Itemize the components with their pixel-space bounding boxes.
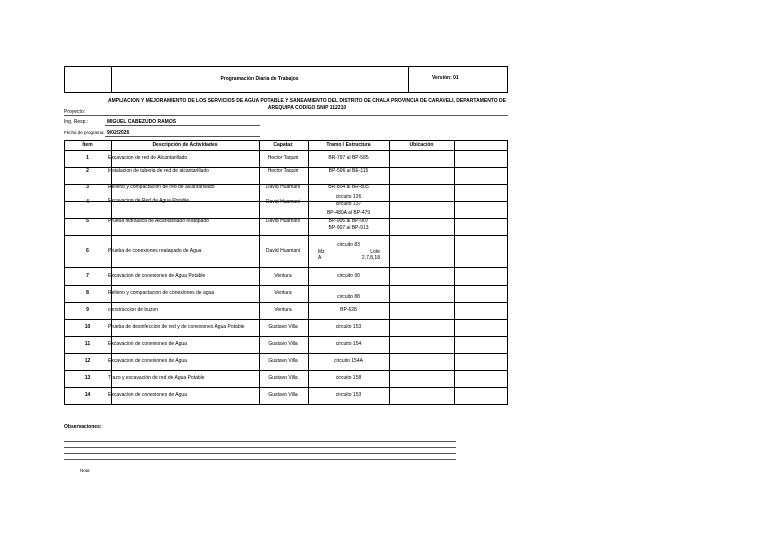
row-tramo: circuito 153 — [335, 392, 362, 398]
row-capataz: Hector Taquiri — [267, 155, 299, 161]
row-desc: Prueba de desinfeccion de red y de conexiones Agua Potable — [108, 324, 245, 330]
row-item: 8 — [86, 290, 89, 296]
project-label: Proyecto: — [64, 109, 86, 115]
row-desc: Relleno y compactacion de red de alcantarillado — [108, 184, 215, 190]
row-tramo: circuito 154A — [334, 358, 363, 364]
row-capataz: David Huamani — [265, 199, 301, 205]
observaciones-line — [64, 453, 456, 454]
row-capataz: David Huamani — [265, 184, 301, 190]
row-item: 6 — [86, 248, 89, 254]
nota-label: Nota — [80, 468, 90, 473]
row-desc: Prueba hidraulica de Alcantarillado reatapado — [108, 218, 209, 224]
resp-name: MIGUEL CABEZUDO RAMOS — [107, 119, 177, 125]
fecha-value: 9/02/2026 — [107, 130, 130, 136]
frame-left — [64, 66, 65, 92]
row-item: 3 — [86, 184, 89, 190]
row-desc: Excavacion de Red de Agua Potable — [108, 198, 190, 204]
row-desc: Excavacion de red de Alcantarillado — [108, 155, 188, 161]
col-header-tramo: Tramo / Estructura — [326, 142, 371, 148]
row-tramo: circuito 137 — [335, 201, 362, 207]
project-underline — [64, 115, 508, 116]
fecha-label: Fecha de programa: — [64, 130, 105, 135]
row-capataz: Ventura — [274, 290, 292, 296]
resp-label: Ing. Resp.: — [64, 119, 89, 125]
row-item: 12 — [84, 358, 91, 364]
page-title: Programación Diaria de Trabajos — [220, 76, 299, 82]
row-desc: Excavacion de conexiones de Agua — [108, 341, 187, 347]
observaciones-line — [64, 447, 456, 448]
row-item: 9 — [86, 307, 89, 313]
tramo-lote: Lote — [370, 249, 380, 255]
row-capataz: Gustavo Villa — [268, 392, 298, 398]
row-desc: construccion de buzon — [108, 307, 159, 313]
version-label: Versión: 01 — [432, 75, 459, 81]
project-name: AMPLIACION Y MEJORAMIENTO DE LOS SERVICIOS DE AGUA POTABLE Y SANEAMIENTO DEL DISTRITO DE CHALA PROVINCIA DE CARAVELI, DEPARTAMENTO DE AREQUIPA CODIGO SNIP 112210 — [107, 98, 506, 111]
row-item: 2 — [86, 168, 89, 174]
header-version-divider — [408, 66, 409, 92]
col-header-desc: Descripción de Actividades — [152, 142, 218, 148]
row-capataz: Ventura — [274, 307, 292, 313]
row-tramo: BP-628 — [340, 307, 357, 313]
row-capataz: Gustavo Villa — [268, 324, 298, 330]
row-tramo: BR-804 al BR-805 — [328, 184, 369, 190]
row-desc: Excavacion de conexiones de Agua Potable — [108, 273, 206, 279]
row-desc: Trazo y excavación de red de Agua Potable — [108, 375, 205, 381]
tramo-a: A — [318, 255, 322, 261]
row-tramo: circuito 126 — [335, 194, 362, 200]
resp-underline — [105, 125, 260, 126]
row-desc: Prueba de conexiones reatapado de Agua — [108, 248, 202, 254]
row-tramo: BP-596 al BE-115 — [328, 168, 369, 174]
frame-right — [507, 66, 508, 92]
observaciones-line — [64, 441, 456, 442]
row-item: 4 — [86, 199, 89, 205]
row-tramo: BP-906 al BP-907 — [328, 218, 369, 224]
row-capataz: Ventura — [274, 273, 292, 279]
row-tramo: BP-480A al BP-479 — [326, 210, 371, 216]
fecha-underline — [105, 136, 260, 137]
row-item: 7 — [86, 273, 89, 279]
row-item: 14 — [84, 392, 91, 398]
row-capataz: David Huamani — [265, 248, 301, 254]
row-item: 11 — [84, 341, 91, 347]
row-capataz: David Huamani — [265, 218, 301, 224]
row-tramo: BP-907 al BP-913 — [328, 225, 369, 231]
row-capataz: Hector Taquiri — [267, 168, 299, 174]
col-header-ubicacion: Ubicación — [409, 142, 434, 148]
row-tramo: BR-797 al BP-585 — [328, 155, 369, 161]
row-tramo: circuito 158 — [335, 375, 362, 381]
tramo-lots: 2,7,8,18 — [361, 255, 380, 261]
observaciones-label: Observaciones: — [64, 424, 102, 430]
row-desc: Relleno y compactacion de conexiones de agua — [108, 290, 215, 296]
row-tramo: circuito 153 — [335, 324, 362, 330]
row-tramo-mz-lote — [318, 249, 380, 261]
row-tramo: circuito 90 — [337, 273, 360, 279]
row-item: 10 — [84, 324, 91, 330]
frame-top — [64, 66, 508, 67]
observaciones-line — [64, 459, 456, 460]
row-desc: Excavacion de conexiones de Agua — [108, 392, 187, 398]
row-tramo: circuito 154 — [335, 341, 362, 347]
tramo-mz: Mz — [318, 249, 325, 255]
row-tramo: circuito 88 — [337, 294, 360, 300]
row-desc: Excavacion de conexiones de Agua — [108, 358, 187, 364]
row-capataz: Gustavo Villa — [268, 358, 298, 364]
header-bottom — [64, 92, 508, 93]
row-desc: Instalacion de tuberia de red de alcantarillado — [108, 168, 209, 174]
row-item: 1 — [86, 155, 89, 161]
row-capataz: Gustavo Villa — [268, 341, 298, 347]
row-capataz: Gustavo Villa — [268, 375, 298, 381]
col-header-capataz: Capataz — [273, 142, 293, 148]
row-item: 13 — [84, 375, 91, 381]
row-item: 5 — [86, 218, 89, 224]
row-tramo: circuito 83 — [337, 242, 360, 248]
col-header-item: Ítem — [82, 142, 93, 148]
